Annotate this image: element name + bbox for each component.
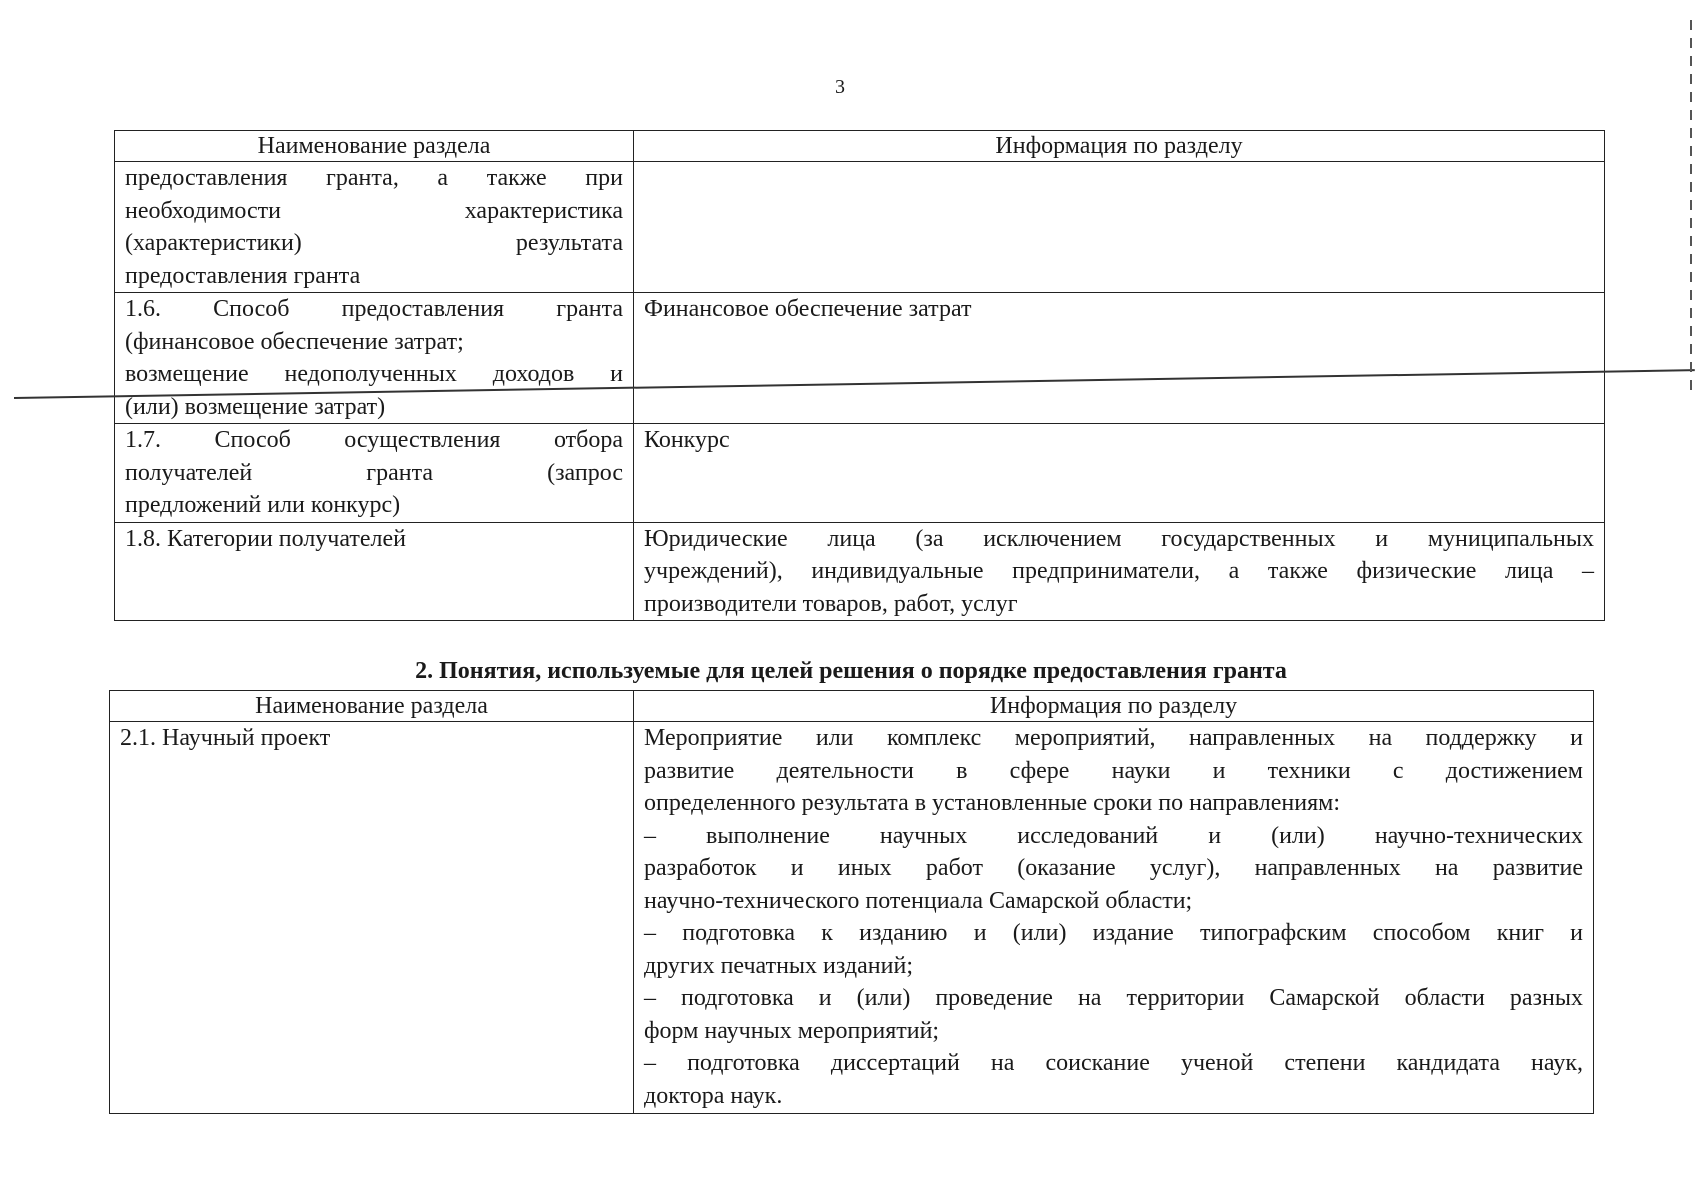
- text-line: необходимости характеристика: [125, 197, 623, 224]
- text-line: научно-технического потенциала Самарской области;: [644, 887, 1193, 914]
- header-section-name: Наименование раздела: [110, 691, 634, 722]
- section-info-cell: [634, 162, 1605, 293]
- section-info-cell: [634, 424, 1605, 523]
- text-line: 1.8. Категории получателей: [125, 525, 407, 552]
- page-number: 3: [835, 76, 845, 98]
- table-header-row: [115, 131, 1605, 162]
- text-line: Мероприятие или комплекс мероприятий, направленных на поддержку и: [644, 725, 1583, 751]
- section-name-cell: [115, 424, 634, 523]
- table-row: [115, 522, 1605, 621]
- text-line: предоставления гранта: [125, 262, 361, 289]
- text-line: предоставления гранта, а также при: [125, 165, 623, 191]
- text-line: форм научных мероприятий;: [644, 1017, 940, 1044]
- text-line: возмещение недополученных доходов и: [125, 361, 623, 387]
- section-2-heading: 2. Понятия, используемые для целей решения о порядке предоставления гранта: [415, 658, 1287, 684]
- scan-edge-dash: [1690, 20, 1692, 390]
- text-line: 1.6. Способ предоставления гранта: [125, 296, 623, 322]
- text-line: – подготовка к изданию и (или) издание типографским способом книг и: [644, 920, 1583, 946]
- header-section-name: Наименование раздела: [115, 131, 634, 162]
- section-name-cell: [110, 722, 634, 1114]
- table-row: [110, 722, 1594, 1114]
- section-name-cell: [115, 522, 634, 621]
- text-line: (характеристики) результата: [125, 230, 623, 256]
- text-line: доктора наук.: [644, 1082, 783, 1109]
- section-info-cell: [634, 522, 1605, 621]
- section-name-cell: [115, 162, 634, 293]
- section-info-cell: [634, 722, 1594, 1114]
- text-line: производители товаров, работ, услуг: [644, 590, 1018, 617]
- text-line: (финансовое обеспечение затрат;: [125, 328, 464, 355]
- section-info-cell: [634, 293, 1605, 424]
- text-line: – подготовка и (или) проведение на территории Самарской области разных: [644, 985, 1583, 1011]
- text-line: получателей гранта (запрос: [125, 459, 623, 486]
- section-name-cell: [115, 293, 634, 424]
- table-section-2: [109, 690, 1594, 1114]
- text-line: учреждений), индивидуальные предприниматели, а также физические лица –: [644, 558, 1594, 584]
- header-section-info: Информация по разделу: [634, 131, 1605, 162]
- table-row: [115, 162, 1605, 293]
- text-line: Конкурс: [644, 427, 730, 453]
- text-line: – выполнение научных исследований и (или) научно-технических: [644, 822, 1583, 849]
- table-header-row: [110, 691, 1594, 722]
- text-line: 1.7. Способ осуществления отбора: [125, 427, 623, 453]
- text-line: Финансовое обеспечение затрат: [644, 296, 972, 322]
- table-row: [115, 424, 1605, 523]
- table-row: [115, 293, 1605, 424]
- text-line: разработок и иных работ (оказание услуг), направленных на развитие: [644, 855, 1583, 881]
- text-line: предложений или конкурс): [125, 492, 401, 518]
- text-line: 2.1. Научный проект: [120, 725, 331, 751]
- text-line: других печатных изданий;: [644, 952, 913, 979]
- text-line: развитие деятельности в сфере науки и техники с достижением: [644, 757, 1583, 784]
- text-line: определенного результата в установленные сроки по направлениям:: [644, 790, 1340, 816]
- header-section-info: Информация по разделу: [634, 691, 1594, 722]
- text-line: – подготовка диссертаций на соискание ученой степени кандидата наук,: [644, 1050, 1583, 1076]
- text-line: (или) возмещение затрат): [125, 393, 386, 420]
- text-line: Юридические лица (за исключением государственных и муниципальных: [644, 525, 1594, 552]
